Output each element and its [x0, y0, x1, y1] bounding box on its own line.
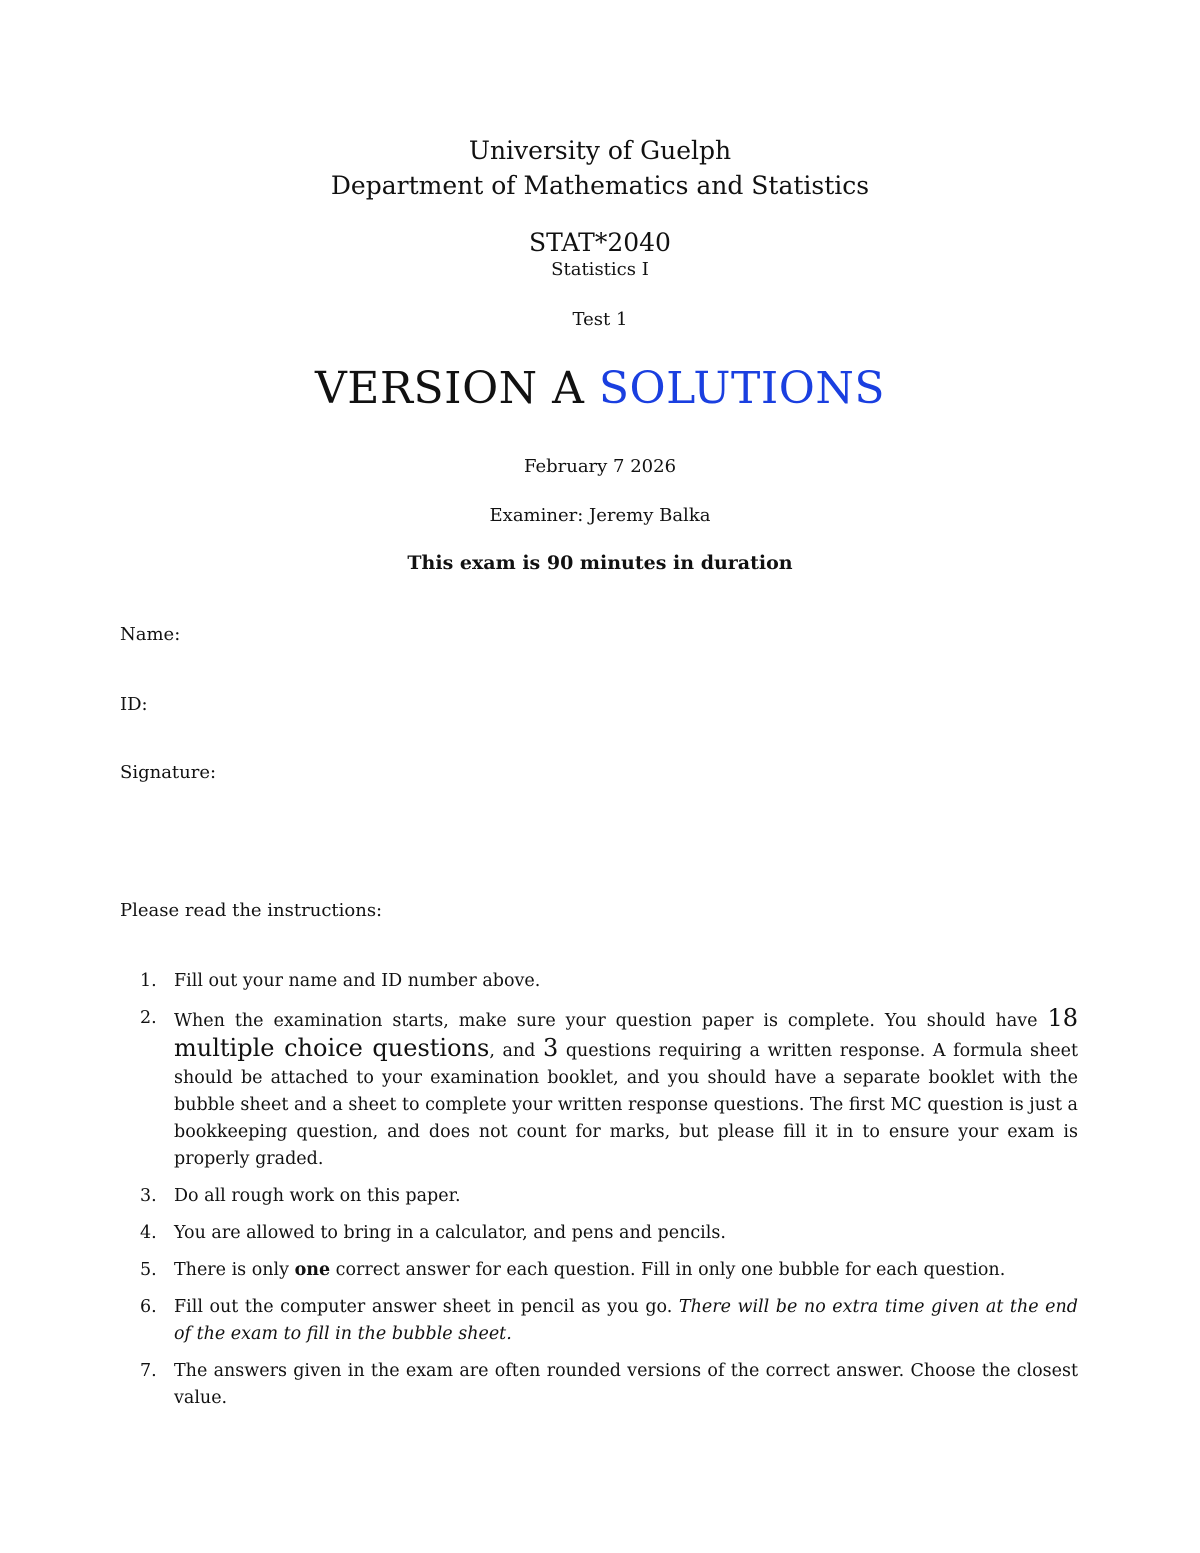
item-text: The answers given in the exam are often rounded versions of the correct answer. Choose the closest value. [174, 1361, 1078, 1408]
item-number: 4. [140, 1223, 157, 1243]
item-text: There is only [174, 1260, 295, 1280]
id-field-label: ID: [120, 694, 148, 715]
item-number: 7. [140, 1361, 157, 1381]
list-item [120, 1257, 1078, 1284]
examiner: Examiner: Jeremy Balka [489, 505, 711, 526]
department-name: Department of Mathematics and Statistics [330, 171, 870, 200]
emphasis-one: one [294, 1260, 331, 1280]
item-text: Fill out your name and ID number above. [174, 971, 541, 991]
university-name: University of Guelph [468, 136, 732, 165]
italic-warning: There will be no extra time given at the end of the exam to fill in the bubble sheet. [174, 1297, 1078, 1344]
course-name: Statistics I [551, 259, 649, 280]
version-prefix: VERSION A [315, 363, 585, 414]
list-item [120, 1294, 1078, 1348]
solutions-label: SOLUTIONS [598, 363, 885, 414]
wr-count: 3 [542, 1034, 559, 1062]
item-text: You are allowed to bring in a calculator, and pens and pencils. [174, 1223, 726, 1243]
exam-duration: This exam is 90 minutes in duration [407, 552, 793, 574]
list-item [120, 1005, 1078, 1173]
mc-count: 18 [1047, 1004, 1078, 1032]
mc-label: multiple choice questions [174, 1034, 490, 1062]
signature-field-label: Signature: [120, 762, 217, 783]
item-text: When the examination starts, make sure your question paper is complete. You should have [174, 1011, 1048, 1031]
list-item [120, 1183, 1078, 1210]
name-field-label: Name: [120, 624, 181, 645]
item-text: correct answer for each question. Fill in only one bubble for each question. [330, 1260, 1006, 1280]
item-number: 6. [140, 1297, 157, 1317]
instructions-heading: Please read the instructions: [120, 900, 383, 921]
list-item [120, 1358, 1078, 1412]
item-text: questions requiring a written response. A formula sheet should be attached to your examination booklet, and you should have a separate booklet with the bubble sheet and a sheet to complete your written response questions. The first MC question is just a bookkeeping question, and does not count for marks, but please fill it in to ensure your exam is properly graded. [174, 1041, 1078, 1169]
list-item [120, 1220, 1078, 1247]
item-text: , and [489, 1041, 543, 1061]
item-number: 3. [140, 1186, 157, 1206]
item-text: Do all rough work on this paper. [174, 1186, 461, 1206]
item-number: 2. [140, 1008, 157, 1028]
test-label: Test 1 [572, 309, 628, 330]
exam-date: February 7 2026 [523, 456, 677, 477]
list-item [120, 968, 1078, 995]
item-number: 1. [140, 971, 157, 991]
version-title [0, 363, 1200, 414]
item-number: 5. [140, 1260, 157, 1280]
item-text: Fill out the computer answer sheet in pencil as you go. [174, 1297, 679, 1317]
instructions-list [120, 968, 1078, 1422]
course-code: STAT*2040 [529, 228, 671, 257]
